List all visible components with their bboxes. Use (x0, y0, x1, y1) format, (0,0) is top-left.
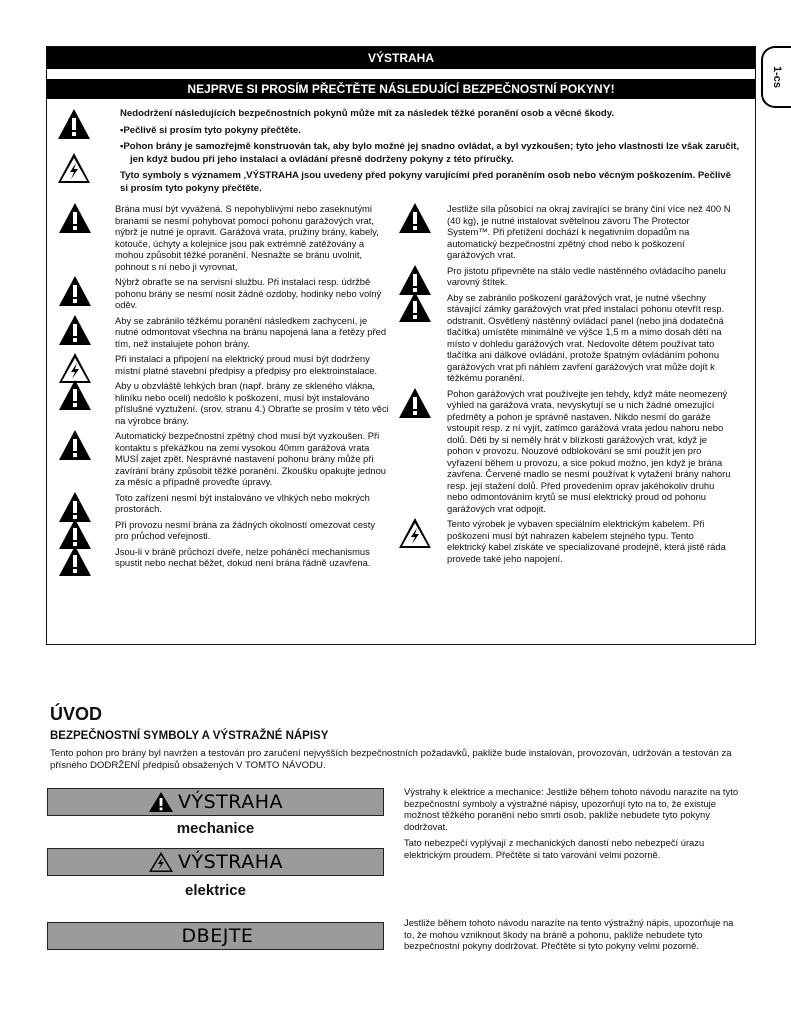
warning-triangle-icon (58, 275, 92, 307)
sign-caption: mechanice (176, 820, 255, 837)
intro-bullet: • Pečlivě si prosím tyto pokyny přečtěte. (120, 125, 740, 138)
caution-sign (47, 922, 384, 950)
warning-paragraph: Brána musí být vyvážená. S nepohyblivými nebo zaseknutými branami se nesmí pohybovat pomocí pohonu garážových vrat, nýbrž je nutné je opravit. Garážová vrata, pružiny brány, kabely, kotouče, úchyty a kolejnice jsou pak extrémně zatěžovány a mohou způsobit těžké poranění. Nesnažte se bránu uvolnit, pohnout s ní nebo ji vyrovnat, (115, 203, 379, 272)
warning-triangle-icon (398, 387, 432, 419)
warning-paragraph: Aby se zabránilo poškození garážových vrat, je nutné všechny stávající zámky garážových vrat před instalací pohonu otevřít resp. odstranit. Osvětlený nástěnný ovládací panel (nebo jiná dodatečná tlačítka) umístěte minimálně ve výšce 1,5 m a mimo dosah dětí na místo v dohledu garážových vrat. Nedovolte dětem používat tato tlačítka ani dálkové ovládání, protože špatným ovládáním pohonu garážových vrat při náhlém zavření garážových vrat může dojít k těžkému poranění. (447, 291, 725, 383)
sign-label: VÝSTRAHA (178, 851, 283, 873)
left-warning-column (115, 203, 390, 573)
warning-triangle-icon (148, 791, 174, 813)
warning-paragraph: Jsou-li v bráně průchozí dveře, nelze poháněcí mechanismus spustit nebo nechat běžet, dokud není brána řádně uzavřena. (115, 545, 371, 568)
section-subtitle: BEZPEČNOSTNÍ SYMBOLY A VÝSTRAŽNÉ NÁPISY (50, 730, 329, 742)
warning-paragraph: Při instalaci a připojení na elektrický proud musí být dodrženy místní platné stavební předpisy a předpisy pro elektroinstalace. (115, 353, 378, 376)
warning-paragraph: Aby u obzvláště lehkých bran (např. brány ze skleného vlákna, hliníku nebo oceli) nedošlo k poškození, musí být instalováno příslušné vyztužení. (srov. stranu 4.) Obraťte se prosím v této věci na výrobce brány. (115, 380, 389, 426)
warning-triangle-icon (58, 379, 92, 411)
page-number: 1-cs (771, 65, 783, 89)
warning-header: VÝSTRAHA (47, 47, 755, 69)
mechanical-warning-sign (47, 788, 384, 816)
warning-triangle-icon (57, 108, 91, 140)
warning-intro (120, 108, 740, 200)
warning-paragraph: Nýbrž obraťte se na servisní službu. Při instalaci resp. údržbě pohonu brány se nesmí nosit žádné ozdoby, hodinky nebo volný oděv. (115, 276, 382, 310)
warning-triangle-icon (58, 545, 92, 577)
warning-paragraph: Při provozu nesmí brána za žádných okolností omezovat cesty pro průchod veřejnosti. (115, 518, 376, 541)
right-warning-column (447, 203, 732, 568)
sign-label: VÝSTRAHA (178, 791, 283, 813)
sign-caption: elektrice (185, 882, 246, 899)
intro-line: Tyto symboly s významem ‚VÝSTRAHA jsou uvedeny před pokyny varujícími před poraněním osob nebo věcným poškozením. Pečlivě si prosím tyto pokyny přečtěte. (120, 170, 731, 194)
warning-paragraph: Aby se zabránilo těžkému poranění následkem zachycení, je nutné odmontovat všechna na bránu napojená lana a řetězy před tím, než instalujete pohon brány. (115, 314, 387, 349)
warning-paragraph: Tento výrobek je vybaven speciálním elektrickým kabelem. Při poškození musí být nahrazen kabelem stejného typu. Tento elektrický kabel získáte ve specializované prodejně, která jistě ráda provede také jeho napojení. (447, 518, 726, 564)
warning-paragraph: Toto zařízení nesmí být instalováno ve vlhkých nebo mokrých prostorách. (115, 491, 370, 514)
electric-hazard-icon (57, 152, 91, 184)
section-title: ÚVOD (50, 704, 103, 724)
section-text: Tento pohon pro brány byl navržen a testován pro zaručení nejvyšších bezpečnostních požadavků, pakliže bude instalován, provozován, udržován a testován za přísného DODRŽENÍ předpisů obsažených V TOMTO NÁVODU. (50, 748, 732, 772)
warning-triangle-icon (58, 202, 92, 234)
intro-bullet: • Pohon brány je samozřejmě konstruován tak, aby bylo možné jej snadno ovládat, a byl vyzkoušen; tyto jeho vlastnosti lze však zaručit, jen když budou při jeho instalaci a ovládání přesně dodrženy pokyny z této příručky. (120, 141, 740, 166)
warning-paragraph: Pro jistotu připevněte na stálo vedle nástěnného ovládacího panelu varovný štítek. (447, 264, 726, 287)
electric-hazard-icon (398, 517, 432, 549)
warning-triangle-icon (398, 291, 432, 323)
warning-triangle-icon (58, 314, 92, 346)
sign-label: DBEJTE (181, 925, 254, 947)
electrical-warning-sign (47, 848, 384, 876)
warning-paragraph: Automatický bezpečnostní zpětný chod musí být vyzkoušen. Při kontaktu s překážkou na zemi vysokou 40mm garážová vrata MUSÍ zajet zpět. Nesprávné nastavení pohonu brány může při zavírání brány způsobit těžké poranění. Zkoušku opakujte jednou za měsíc a případně proveďte úpravy. (115, 430, 387, 487)
electric-hazard-icon (148, 851, 174, 873)
warning-triangle-icon (58, 429, 92, 461)
warning-paragraph: Jestliže síla působící na okraj zavírající se brány činí více než 400 N (40 kg), je nutné instalovat světelnou závoru The Protector System™. Při přetížení dochází k negativním dopadům na automatický bezpečnostní zpětný chod nebo k poškození garážových vrat. (447, 203, 731, 260)
warning-triangle-icon (398, 202, 432, 234)
page-number-tab (761, 46, 791, 108)
explanation-text: Výstrahy k elektrice a mechanice: Jestliže během tohoto návodu narazíte na tyto bezpečnostní symboly a výstražné nápisy, upozorňují tyto na to, že existuje možnost těžkého poranění nebo smrti osob, pakliže nebudete tyto pokyny dodržovat. (404, 786, 739, 832)
warning-paragraph: Pohon garážových vrat používejte jen tehdy, když máte neomezený výhled na garážová vrata, nevyskytují se u nich žádné omezující předměty a pohon je správně nastaven. Nikdo nesmí do garáže vstoupit resp. z ní vyjít, zatímco garážová vrata jedou nahoru nebo dolů. Děti by si neměly hrát v blízkosti garážových vrat, když je pohon v provozu. Nouzové odblokování se smí použít jen pro vyřazení během u provozu, a sice pokud možno, jen když je brána zavřena. Červené madlo se nesmí používat k vytažení brány nahoru resp. její stažení dolů. Před provedením oprav jakéhokoliv druhu nebo odmontováním krytů se musí elektrický proud od pohonu garážových vrat odpojit. (447, 387, 731, 514)
intro-line: Nedodržení následujících bezpečnostních pokynů může mít za následek těžké poranění osob a věcné škody. (120, 108, 615, 119)
caution-explanation (404, 917, 744, 957)
explanation-text: Jestliže během tohoto návodu narazíte na tento výstražný nápis, upozorňuje na to, že mohou vzniknout škody na bráně a pohonu, pakliže nebudete tyto bezpečnostní pokyny dodržovat. Přečtěte si tyto pokyny velmi pozorně. (404, 917, 734, 952)
warning-explanation (404, 786, 744, 866)
warning-subheader: NEJPRVE SI PROSÍM PŘEČTĚTE NÁSLEDUJÍCÍ BEZPEČNOSTNÍ POKYNY! (47, 79, 755, 99)
explanation-text: Tato nebezpečí vyplývají z mechanických daností nebo nebezpečí úrazu elektrickým proudem. Přečtěte si tato varování velmi pozorně. (404, 837, 705, 860)
